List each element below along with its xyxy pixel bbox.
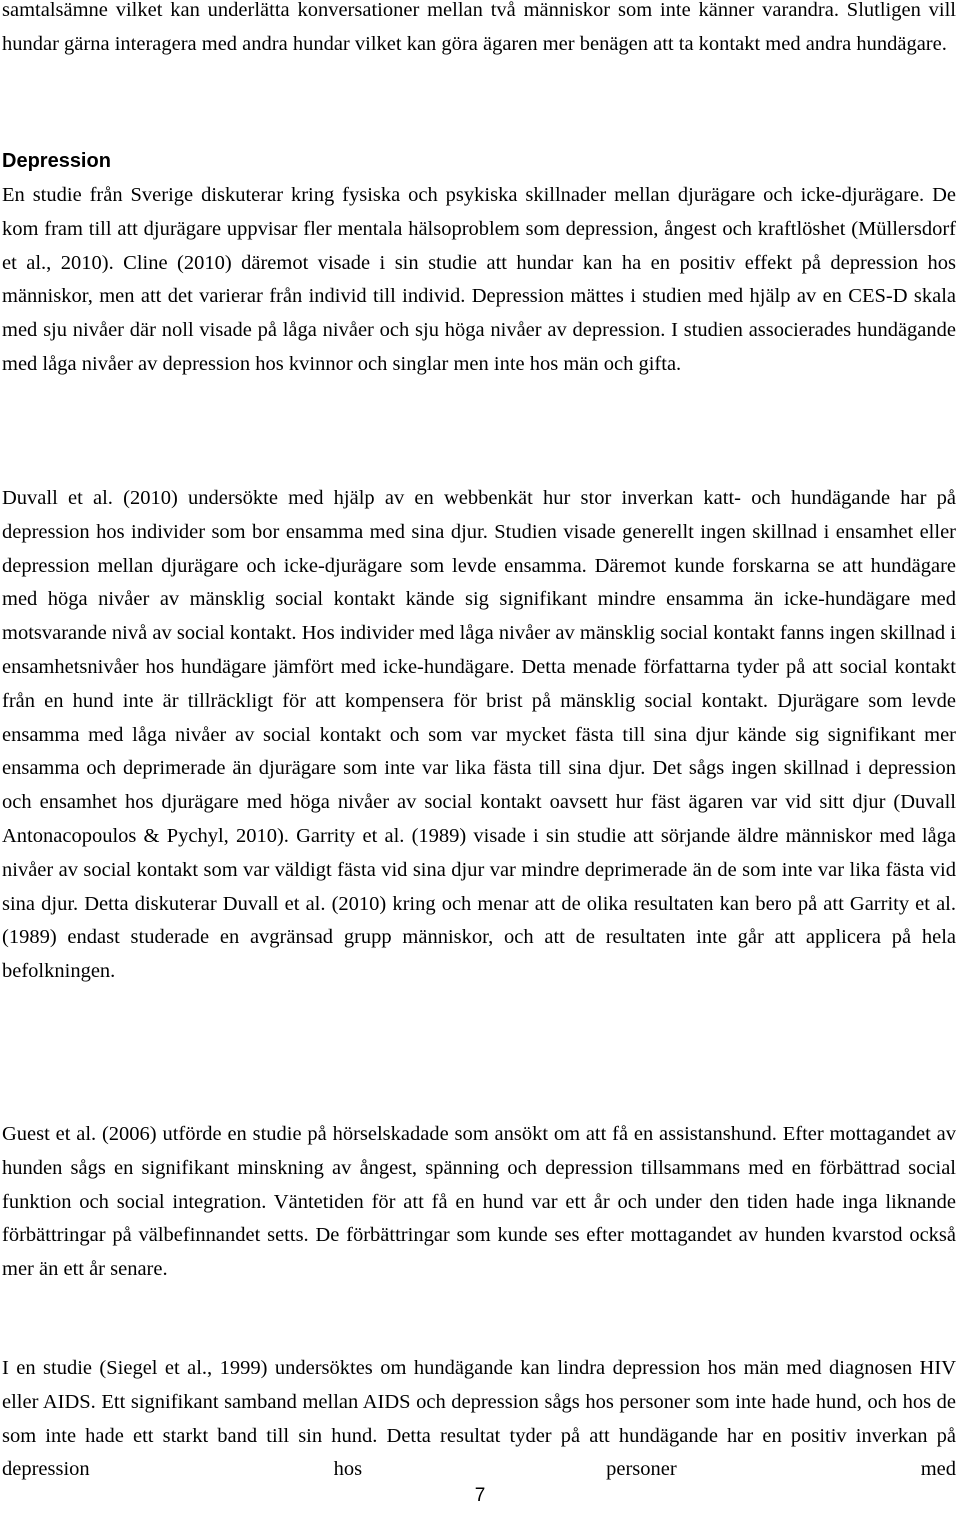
body-paragraph-siegel: I en studie (Siegel et al., 1999) undersöktes om hundägande kan lindra depression hos män med diagnosen HIV eller AIDS. Ett signifikant samband mellan AIDS och depression sågs hos personer som inte hade hund, och hos de som inte hade ett starkt band till sin hund. Detta resultat tyder på att hundägande har en positiv inverkan på depression hos personer med: [2, 1357, 956, 1481]
intro-continuation-paragraph: samtalsämne vilket kan underlätta konversationer mellan två människor som inte känner varandra. Slutligen vill hundar gärna interagera med andra hundar vilket kan göra ägaren mer benägen att ta kontakt med andra hundägare.: [2, 0, 956, 55]
section-heading: Depression: [2, 150, 111, 172]
page-number: 7: [474, 1485, 486, 1506]
body-paragraph-duvall: Duvall et al. (2010) undersökte med hjälp av en webbenkät hur stor inverkan katt- och hundägande har på depression hos individer som bor ensamma med sina djur. Studien visade generellt ingen skillnad i ensamhet eller depression mellan djurägare och icke-djurägare som levde ensamma. Däremot kunde forskarna se att hundägare med höga nivåer av mänsklig social kontakt kände sig signifikant mindre ensamma än icke-hundägare med motsvarande nivå av social kontakt. Hos individer med låga nivåer av mänsklig social kontakt fanns ingen skillnad i ensamhetsnivåer hos hundägare jämfört med icke-hundägare. Detta menade författarna tyder på att social kontakt från en hund inte är tillräckligt för att kompensera för brist på mänsklig social kontakt. Djurägare som levde ensamma med låga nivåer av social kontakt och som var mycket fästa till sina djur kände sig signifikant mer ensamma och deprimerade än djurägare som inte var lika fästa till sina djur. Det sågs ingen skillnad i depression och ensamhet hos djurägare med höga nivåer av social kontakt oavsett hur fäst ägaren var vid sitt djur (Duvall Antonacopoulos & Pychyl, 2010). Garrity et al. (1989) visade i sin studie att sörjande äldre människor med låga nivåer av social kontakt som var väldigt fästa vid sina djur var mindre deprimerade än de som inte var lika fästa vid sina djur. Detta diskuterar Duvall et al. (2010) kring och menar att de olika resultaten kan bero på att Garrity et al. (1989) endast studerade en avgränsad grupp människor, och att de resultaten inte går att applicera på hela befolkningen.: [2, 487, 956, 983]
body-paragraph-guest: Guest et al. (2006) utförde en studie på hörselskadade som ansökt om att få en assistanshund. Efter mottagandet av hunden sågs en signifikant minskning av ångest, spänning och depression tillsammans med en förbättrad social funktion och social integration. Väntetiden för att få en hund var ett år och under den tiden hade inga liknande förbättringar på välbefinnandet setts. De förbättringar som kunde ses efter mottagandet av hunden kvarstod också mer än ett år senare.: [2, 1123, 956, 1281]
body-paragraph-depression-studies: En studie från Sverige diskuterar kring fysiska och psykiska skillnader mellan djurägare och icke-djurägare. De kom fram till att djurägare uppvisar fler mentala hälsoproblem som depression, ångest och kraftlöshet (Müllersdorf et al., 2010). Cline (2010) däremot visade i sin studie att hundar kan ha en positiv effekt på depression hos människor, men att det varierar från individ till individ. Depression mättes i studien med hjälp av en CES-D skala med sju nivåer där noll visade på låga nivåer och sju höga nivåer av depression. I studien associerades hundägande med låga nivåer av depression hos kvinnor och singlar men inte hos män och gifta.: [2, 184, 956, 375]
